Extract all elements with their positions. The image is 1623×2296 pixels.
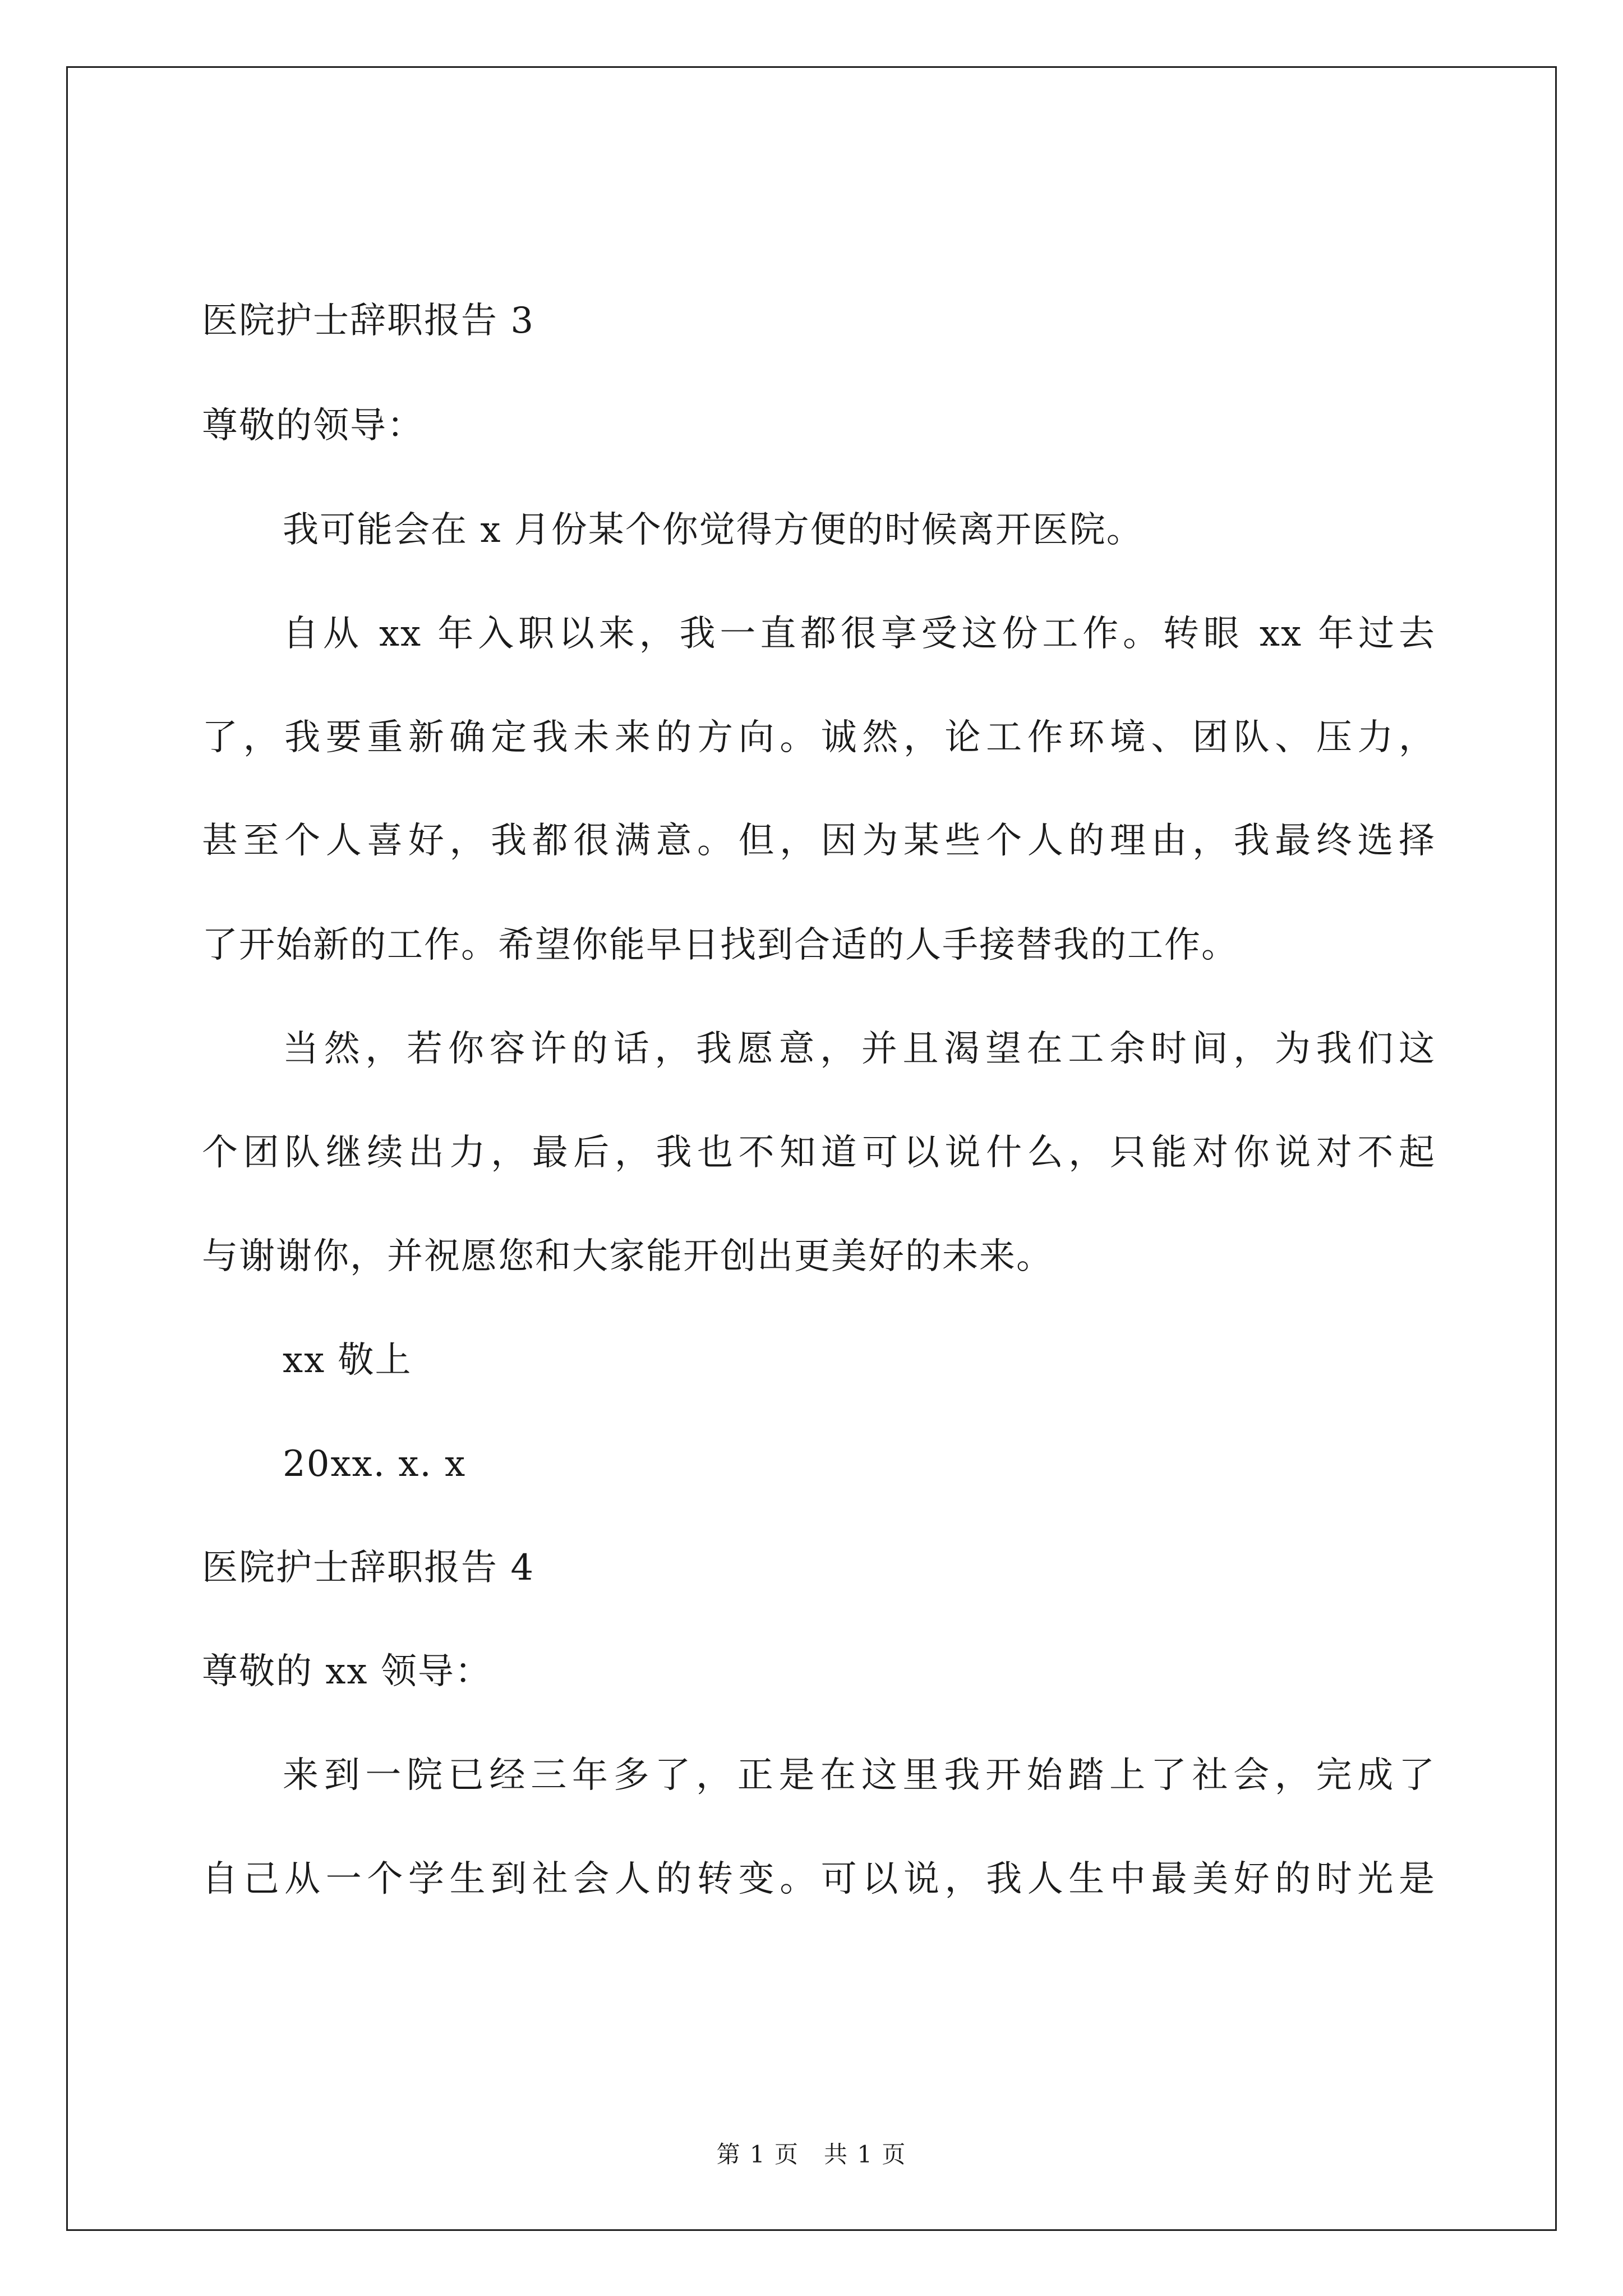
paragraph-line: 当然，若你容许的话，我愿意，并且渴望在工余时间，为我们这 bbox=[283, 1028, 1436, 1070]
paragraph-line: 自从 xx 年入职以来，我一直都很享受这份工作。转眼 xx 年过去 bbox=[283, 613, 1436, 655]
paragraph-line: 自己从一个学生到社会人的转变。可以说，我人生中最美好的时光是 bbox=[202, 1858, 1436, 1900]
section-title: 医院护士辞职报告 4 bbox=[202, 1547, 535, 1589]
section-title: 医院护士辞职报告 3 bbox=[202, 300, 535, 342]
salutation: 尊敬的 xx 领导： bbox=[202, 1651, 492, 1692]
paragraph-line: 甚至个人喜好，我都很满意。但，因为某些个人的理由，我最终选择 bbox=[202, 820, 1436, 862]
date: 20xx. x. x bbox=[283, 1443, 467, 1485]
paragraph-line: 了，我要重新确定我未来的方向。诚然，论工作环境、团队、压力， bbox=[202, 717, 1436, 758]
page-footer: 第 1 页 共 1 页 bbox=[716, 2141, 907, 2168]
paragraph-line: 了开始新的工作。希望你能早日找到合适的人手接替我的工作。 bbox=[202, 924, 1238, 966]
salutation: 尊敬的领导： bbox=[202, 405, 424, 447]
signature: xx 敬上 bbox=[283, 1340, 412, 1381]
paragraph-line: 与谢谢你，并祝愿您和大家能开创出更美好的未来。 bbox=[202, 1236, 1053, 1277]
paragraph-line: 个团队继续出力，最后，我也不知道可以说什么，只能对你说对不起 bbox=[202, 1132, 1436, 1174]
paragraph-line: 我可能会在 x 月份某个你觉得方便的时候离开医院。 bbox=[283, 509, 1144, 551]
paragraph-line: 来到一院已经三年多了，正是在这里我开始踏上了社会，完成了 bbox=[283, 1755, 1436, 1796]
